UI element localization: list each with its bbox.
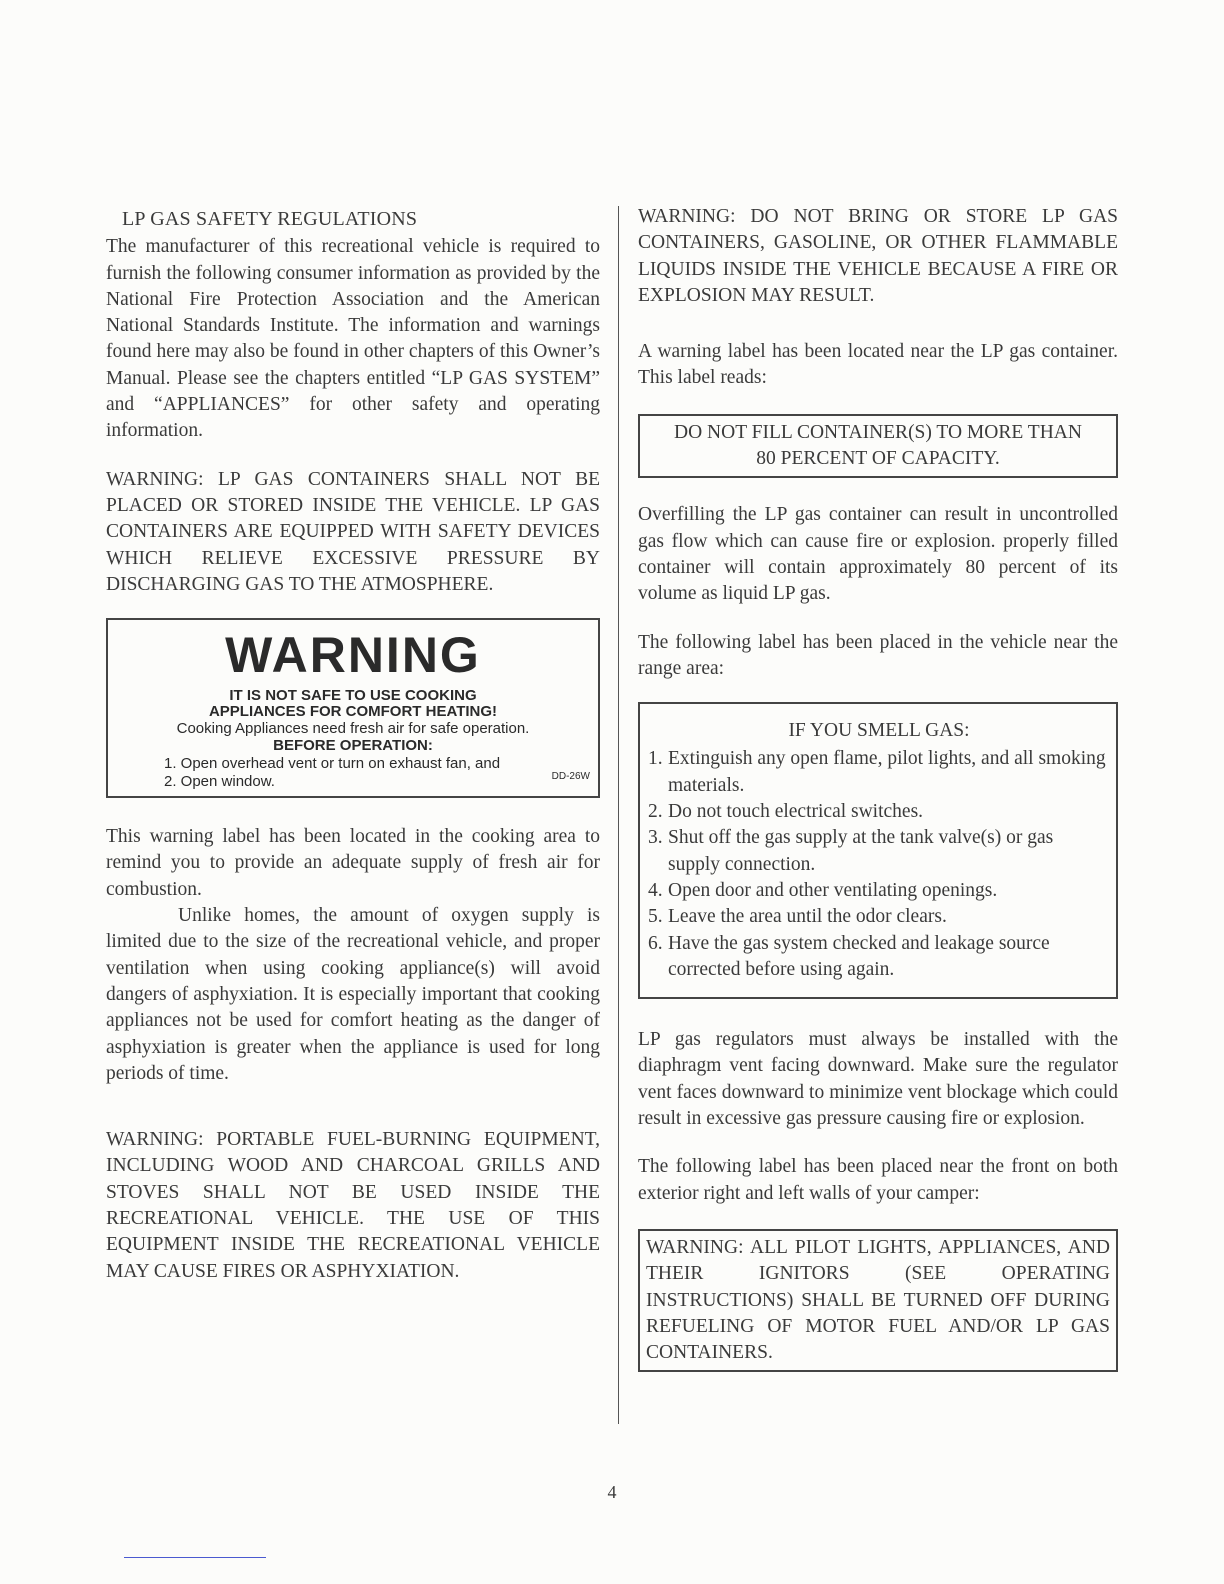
warning-line-3: Cooking Appliances need fresh air for safe operation. (176, 720, 530, 738)
store-warning: WARNING: DO NOT BRING OR STORE LP GAS CONTAINERS, GASOLINE, OR OTHER FLAMMABLE LIQUIDS INSIDE THE VEHICLE BECAUSE A FIRE OR EXPLOSION MAY RESULT. (638, 206, 1118, 306)
list-item: 5. Leave the area until the odor clears. (648, 906, 947, 928)
label-code: DD-26W (551, 770, 590, 782)
fill-capacity-label (638, 414, 1118, 479)
section-heading: LP GAS SAFETY REGULATIONS (122, 208, 418, 230)
overfill-paragraph: Overfilling the LP gas container can result in uncontrolled gas flow which can cause fire or explosion. properly filled container will contain approximately 80 percent of its volume as liquid LP gas. (638, 504, 1118, 605)
cooking-warning-label (106, 618, 600, 798)
footnote-rule (124, 1557, 266, 1558)
regulator-paragraph: LP gas regulators must always be installed with the diaphragm vent facing downward. Make sure the regulator vent faces downward to minimize vent blockage which could result in excessive gas pressure causing fire or explosion. (638, 1029, 1118, 1130)
column-divider (618, 206, 619, 1424)
label-intro: A warning label has been located near the LP gas container. This label reads: (638, 341, 1118, 389)
list-item: 4. Open door and other ventilating openings. (648, 879, 998, 901)
portable-warning: WARNING: PORTABLE FUEL-BURNING EQUIPMENT, INCLUDING WOOD AND CHARCOAL GRILLS AND STOVES SHALL NOT BE USED INSIDE THE RECREATIONAL VEHICLE. THE USE OF THIS EQUIPMENT INSIDE THE RECREATIONAL VEHICLE MAY CAUSE FIRES OR ASPHYXIATION. (106, 1129, 600, 1282)
list-item: 1. Extinguish any open flame, pilot lights, and all smoking materials. (648, 748, 1106, 796)
warning-step-2: 2. Open window. (164, 773, 275, 791)
intro-paragraph: The manufacturer of this recreational vehicle is required to furnish the following consumer information as provided by the National Fire Protection Association and the American National Standards Institute. The information and warnings found here may also be found in other chapters of this Owner’s Manual. Please see the chapters entitled “LP GAS SYSTEM” and “APPLIANCES” for other safety and operating information. (106, 236, 600, 442)
label-note-paragraph: This warning label has been located in the cooking area to remind you to provide an adequate supply of fresh air for combustion. (106, 826, 600, 900)
exterior-intro: The following label has been placed near the front on both exterior right and left walls of your camper: (638, 1156, 1118, 1204)
warning-title: WARNING (225, 627, 481, 684)
smell-gas-title: IF YOU SMELL GAS: (788, 720, 970, 742)
right-column (638, 204, 1118, 1372)
smell-gas-label (638, 702, 1118, 999)
warning-step-1: 1. Open overhead vent or turn on exhaust fan, and (164, 755, 501, 773)
fill-label-line-1: DO NOT FILL CONTAINER(S) TO MORE THAN (674, 421, 1082, 443)
left-column (106, 206, 600, 1285)
oxygen-paragraph: Unlike homes, the amount of oxygen supply is limited due to the size of the recreational vehicle, and proper ventilation when using cooking appliance(s) will avoid dangers of asphyxiation. It is especially important that cooking appliances not be used for comfort heating as the danger of asphyxiation is greater when the appliance is used for long periods of time. (106, 905, 600, 1084)
list-item: 3. Shut off the gas supply at the tank valve(s) or gas supply connection. (648, 827, 1054, 875)
smell-gas-steps (648, 746, 1110, 983)
fill-label-line-2: 80 PERCENT OF CAPACITY. (756, 448, 1000, 470)
warning-line-4: BEFORE OPERATION: (273, 737, 433, 755)
page-number: 4 (607, 1482, 617, 1502)
list-item: 2. Do not touch electrical switches. (648, 801, 924, 823)
containers-warning: WARNING: LP GAS CONTAINERS SHALL NOT BE PLACED OR STORED INSIDE THE VEHICLE. LP GAS CONTAINERS ARE EQUIPPED WITH SAFETY DEVICES WHICH RELIEVE EXCESSIVE PRESSURE BY DISCHARGING GAS TO THE ATMOSPHERE. (106, 468, 600, 595)
pilot-lights-label: WARNING: ALL PILOT LIGHTS, APPLIANCES, AND THEIR IGNITORS (SEE OPERATING INSTRUCTIONS) SHALL BE TURNED OFF DURING REFUELING OF MOTOR FUEL AND/OR LP GAS CONTAINERS. (638, 1229, 1118, 1372)
warning-line-1: IT IS NOT SAFE TO USE COOKING (229, 687, 477, 705)
range-intro: The following label has been placed in the vehicle near the range area: (638, 631, 1118, 679)
list-item: 6. Have the gas system checked and leakage source corrected before using again. (648, 932, 1050, 980)
warning-line-2: APPLIANCES FOR COMFORT HEATING! (208, 703, 498, 721)
